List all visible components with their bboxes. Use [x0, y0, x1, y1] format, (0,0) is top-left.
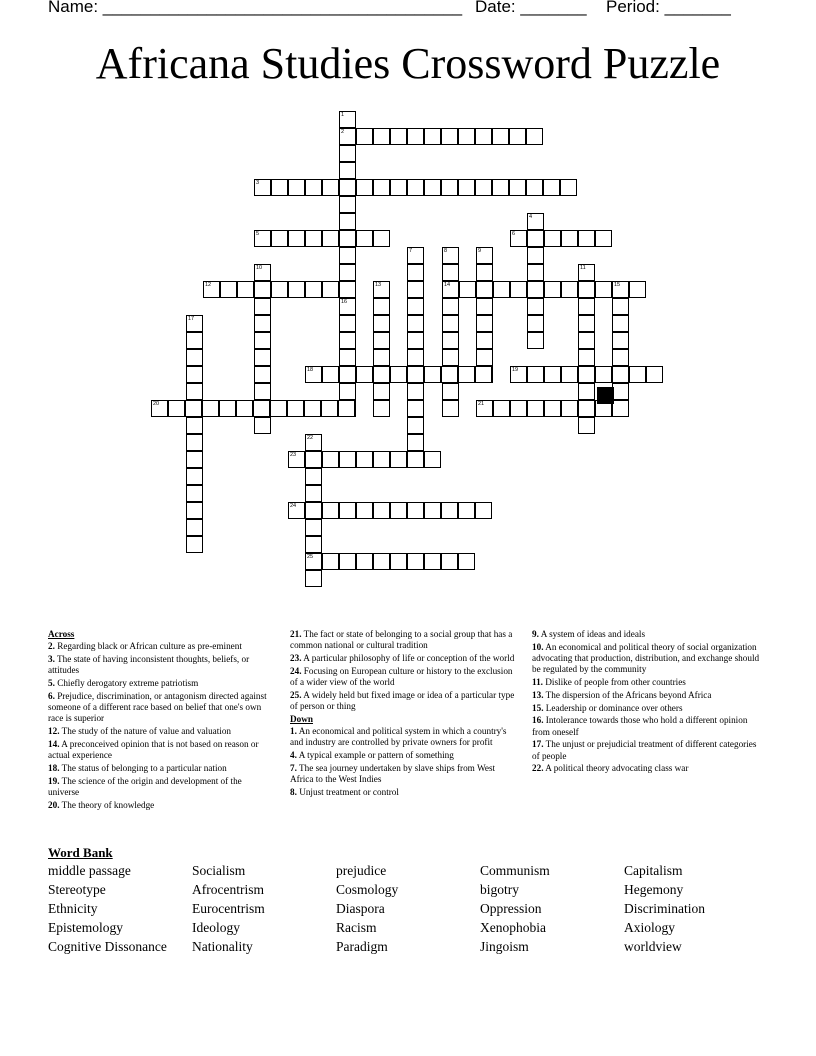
clue-number-3: 3	[256, 180, 260, 186]
grid-cell[interactable]	[339, 162, 356, 179]
grid-cell[interactable]	[458, 179, 475, 196]
grid-cell[interactable]	[458, 502, 475, 519]
grid-cell[interactable]	[186, 383, 203, 400]
word-bank-item: Axiology	[624, 920, 676, 935]
grid-cell[interactable]	[561, 366, 578, 383]
grid-cell[interactable]	[527, 230, 544, 247]
grid-cell[interactable]	[407, 264, 424, 281]
grid-cell[interactable]	[578, 417, 595, 434]
grid-cell[interactable]	[390, 366, 407, 383]
down-clue-7: 7. The sea journey undertaken by slave ships from West Africa to the West Indies	[290, 762, 496, 784]
word-bank-item: Discrimination	[624, 901, 705, 916]
across-clue-6: 6. Prejudice, discrimination, or antagonism directed against someone of a different race based on belief that one's own race is superior	[48, 690, 267, 724]
grid-cell[interactable]	[526, 128, 543, 145]
across-clue-12: 12. The study of the nature of value and valuation	[48, 726, 232, 736]
grid-cell[interactable]	[305, 502, 322, 519]
grid-cell[interactable]	[476, 264, 493, 281]
grid-cell[interactable]	[356, 553, 373, 570]
across-clue-20: 20. The theory of knowledge	[48, 799, 155, 810]
grid-cell[interactable]	[510, 400, 527, 417]
grid-cell[interactable]	[492, 179, 509, 196]
grid-cell[interactable]	[407, 349, 424, 366]
grid-cell[interactable]	[305, 536, 322, 553]
grid-cell[interactable]	[373, 349, 390, 366]
grid-cell[interactable]	[322, 179, 339, 196]
down-clue-15: 15. Leadership or dominance over others	[532, 702, 683, 713]
grid-cell[interactable]	[476, 298, 493, 315]
grid-cell[interactable]	[254, 349, 271, 366]
grid-cell[interactable]	[578, 349, 595, 366]
grid-cell[interactable]	[475, 366, 492, 383]
clue-number-8: 8	[444, 248, 448, 254]
clue-number-5: 5	[256, 231, 260, 237]
word-bank-item: Xenophobia	[480, 920, 546, 935]
grid-cell[interactable]	[612, 315, 629, 332]
grid-cell[interactable]	[338, 400, 355, 417]
down-clue-13: 13. The dispersion of the Africans beyond Africa	[532, 689, 712, 700]
grid-cell[interactable]	[407, 383, 424, 400]
grid-cell[interactable]	[373, 451, 390, 468]
grid-cell[interactable]	[186, 366, 203, 383]
grid-cell[interactable]	[458, 366, 475, 383]
word-bank-item: Epistemology	[48, 920, 123, 935]
grid-cell[interactable]	[544, 230, 561, 247]
down-clue-10: 10. An economical and political theory of social organization advocating that production, distribution, and exchange should be regulated by the community	[532, 641, 760, 675]
grid-cell[interactable]	[339, 179, 356, 196]
grid-cell[interactable]	[390, 179, 407, 196]
grid-cell[interactable]	[373, 179, 390, 196]
clue-number-18: 18	[307, 367, 314, 373]
across-clue-14: 14. A preconceived opinion that is not based on reason or actual experience	[48, 738, 259, 760]
word-bank-item: bigotry	[480, 882, 519, 897]
grid-cell[interactable]	[612, 400, 629, 417]
across-clue-19: 19. The science of the origin and development of the universe	[48, 775, 242, 797]
word-bank-item: Capitalism	[624, 863, 683, 878]
grid-cell[interactable]	[288, 281, 305, 298]
grid-cell[interactable]	[220, 281, 237, 298]
grid-cell[interactable]	[441, 128, 458, 145]
word-bank-item: Eurocentrism	[192, 901, 265, 916]
period-field[interactable]: Period: _______	[606, 0, 731, 16]
grid-cell[interactable]	[373, 553, 390, 570]
across-clue-3: 3. The state of having inconsistent thoughts, beliefs, or attitudes	[48, 654, 250, 676]
word-bank-item: Cognitive Dissonance	[48, 939, 167, 954]
grid-cell[interactable]	[527, 315, 544, 332]
grid-cell[interactable]	[186, 502, 203, 519]
grid-cell[interactable]	[373, 315, 390, 332]
grid-cell[interactable]	[612, 332, 629, 349]
grid-cell[interactable]	[509, 179, 526, 196]
grid-cell[interactable]	[288, 179, 305, 196]
grid-cell[interactable]	[578, 400, 595, 417]
grid-cell[interactable]	[373, 502, 390, 519]
grid-cell[interactable]	[305, 519, 322, 536]
grid-cell[interactable]	[253, 400, 270, 417]
date-field[interactable]: Date: _______	[475, 0, 587, 16]
grid-cell[interactable]	[373, 400, 390, 417]
down-clue-4: 4. A typical example or pattern of something	[290, 750, 454, 760]
word-bank-item: middle passage	[48, 863, 131, 878]
black-cell	[597, 387, 614, 404]
clue-number-14: 14	[444, 282, 451, 288]
clue-number-24: 24	[290, 503, 297, 509]
grid-cell[interactable]	[305, 451, 322, 468]
grid-cell[interactable]	[578, 383, 595, 400]
grid-cell[interactable]	[373, 383, 390, 400]
down-clue-11: 11. Dislike of people from other countries	[532, 677, 686, 687]
across-clue-23: 23. A particular philosophy of life or conception of the world	[290, 653, 515, 663]
grid-cell[interactable]	[185, 400, 202, 417]
word-bank-title: Word Bank	[48, 845, 113, 860]
grid-cell[interactable]	[612, 383, 629, 400]
grid-cell[interactable]	[475, 179, 492, 196]
clue-number-11: 11	[580, 265, 586, 271]
grid-cell[interactable]	[407, 553, 424, 570]
grid-cell[interactable]	[442, 349, 459, 366]
name-field[interactable]: Name: ______________________________________	[48, 0, 463, 16]
grid-cell[interactable]	[168, 400, 185, 417]
grid-cell[interactable]	[219, 400, 236, 417]
clue-number-1: 1	[341, 112, 345, 118]
grid-cell[interactable]	[476, 315, 493, 332]
grid-cell[interactable]	[356, 502, 373, 519]
across-clue-25: 25. A widely held but fixed image or idea of a particular type of person or thing	[290, 689, 515, 711]
clue-number-4: 4	[529, 214, 533, 220]
grid-cell[interactable]	[476, 281, 493, 298]
grid-cell[interactable]	[339, 366, 356, 383]
clues-column-3	[532, 629, 760, 776]
grid-cell[interactable]	[356, 128, 373, 145]
word-bank-item: Ethnicity	[48, 901, 98, 916]
grid-cell[interactable]	[527, 264, 544, 281]
grid-cell[interactable]	[305, 281, 322, 298]
grid-cell[interactable]	[186, 485, 203, 502]
grid-cell[interactable]	[527, 400, 544, 417]
word-bank-item: prejudice	[336, 863, 387, 878]
grid-cell[interactable]	[527, 366, 544, 383]
grid-cell[interactable]	[424, 502, 441, 519]
across-clue-5: 5. Chiefly derogatory extreme patriotism	[48, 678, 199, 688]
grid-cell[interactable]	[407, 281, 424, 298]
grid-cell[interactable]	[424, 128, 441, 145]
clue-number-10: 10	[256, 265, 263, 271]
grid-cell[interactable]	[305, 230, 322, 247]
grid-cell[interactable]	[339, 349, 356, 366]
grid-cell[interactable]	[527, 247, 544, 264]
grid-cell[interactable]	[475, 502, 492, 519]
grid-cell[interactable]	[475, 128, 492, 145]
grid-cell[interactable]	[442, 383, 459, 400]
page-title: Africana Studies Crossword Puzzle	[95, 39, 721, 88]
grid-cell[interactable]	[544, 281, 561, 298]
down-clue-22: 22. A political theory advocating class war	[532, 763, 689, 774]
clue-number-6: 6	[512, 231, 516, 237]
grid-cell[interactable]	[339, 553, 356, 570]
grid-cell[interactable]	[407, 502, 424, 519]
clue-number-20: 20	[153, 401, 160, 407]
grid-cell[interactable]	[322, 553, 339, 570]
clue-number-19: 19	[512, 367, 519, 373]
grid-cell[interactable]	[339, 332, 356, 349]
grid-cell[interactable]	[424, 179, 441, 196]
grid-cell[interactable]	[424, 451, 441, 468]
grid-cell[interactable]	[305, 485, 322, 502]
grid-cell[interactable]	[492, 128, 509, 145]
grid-cell[interactable]	[322, 366, 339, 383]
clue-number-12: 12	[205, 282, 212, 288]
down-clue-17: 17. The unjust or prejudicial treatment of different categories of people	[532, 739, 757, 761]
grid-cell[interactable]	[407, 434, 424, 451]
clue-number-2: 2	[341, 129, 345, 135]
grid-cell[interactable]	[390, 502, 407, 519]
grid-cell[interactable]	[271, 230, 288, 247]
grid-cell[interactable]	[612, 366, 629, 383]
grid-cell[interactable]	[526, 179, 543, 196]
across-heading: Across	[48, 629, 75, 639]
grid-cell[interactable]	[186, 434, 203, 451]
grid-cell[interactable]	[459, 281, 476, 298]
grid-cell[interactable]	[254, 383, 271, 400]
grid-cell[interactable]	[305, 570, 322, 587]
grid-cell[interactable]	[237, 281, 254, 298]
grid-cell[interactable]	[407, 451, 424, 468]
grid-cell[interactable]	[560, 179, 577, 196]
across-clue-21: 21. The fact or state of belonging to a social group that has a common national or cultural tradition	[290, 629, 513, 651]
grid-cell[interactable]	[458, 128, 475, 145]
grid-cell[interactable]	[236, 400, 253, 417]
grid-cell[interactable]	[322, 502, 339, 519]
grid-cell[interactable]	[441, 553, 458, 570]
grid-cell[interactable]	[202, 400, 219, 417]
word-bank-item: Socialism	[192, 863, 246, 878]
grid-cell[interactable]	[339, 383, 356, 400]
grid-cell[interactable]	[339, 451, 356, 468]
clue-number-7: 7	[409, 248, 413, 254]
grid-cell[interactable]	[254, 298, 271, 315]
word-bank-item: Nationality	[192, 939, 253, 954]
grid-cell[interactable]	[356, 451, 373, 468]
down-clue-1: 1. An economical and political system in which a country's and industry are controlled by private owners for profit	[290, 726, 507, 748]
grid-cell[interactable]	[288, 230, 305, 247]
grid-cell[interactable]	[407, 315, 424, 332]
grid-cell[interactable]	[424, 553, 441, 570]
grid-cell[interactable]	[612, 349, 629, 366]
grid-cell[interactable]	[527, 298, 544, 315]
word-bank	[48, 863, 788, 958]
grid-cell[interactable]	[441, 366, 458, 383]
grid-cell[interactable]	[442, 315, 459, 332]
grid-cell[interactable]	[595, 230, 612, 247]
word-bank-item: Hegemony	[624, 882, 684, 897]
grid-cell[interactable]	[578, 332, 595, 349]
grid-cell[interactable]	[561, 400, 578, 417]
grid-cell[interactable]	[339, 315, 356, 332]
grid-cell[interactable]	[373, 298, 390, 315]
grid-cell[interactable]	[442, 298, 459, 315]
grid-cell[interactable]	[339, 264, 356, 281]
word-bank-item: Communism	[480, 863, 550, 878]
grid-cell[interactable]	[356, 366, 373, 383]
grid-cell[interactable]	[578, 298, 595, 315]
grid-cell[interactable]	[561, 281, 578, 298]
grid-cell[interactable]	[441, 502, 458, 519]
clue-number-13: 13	[375, 282, 382, 288]
grid-cell[interactable]	[543, 179, 560, 196]
grid-cell[interactable]	[186, 468, 203, 485]
word-bank-item: Paradigm	[336, 939, 388, 954]
grid-cell[interactable]	[373, 366, 390, 383]
word-bank-item: Diaspora	[336, 901, 385, 916]
grid-cell[interactable]	[270, 400, 287, 417]
grid-cell[interactable]	[407, 417, 424, 434]
grid-cell[interactable]	[186, 451, 203, 468]
grid-cell[interactable]	[595, 366, 612, 383]
clue-number-22: 22	[307, 435, 314, 441]
grid-cell[interactable]	[407, 128, 424, 145]
grid-cell[interactable]	[509, 128, 526, 145]
clue-number-9: 9	[478, 248, 482, 254]
grid-cell[interactable]	[527, 281, 544, 298]
grid-cell[interactable]	[407, 179, 424, 196]
grid-cell[interactable]	[339, 196, 356, 213]
grid-cell[interactable]	[544, 366, 561, 383]
word-bank-item: Afrocentrism	[192, 882, 264, 897]
grid-cell[interactable]	[493, 281, 510, 298]
down-heading: Down	[290, 713, 313, 724]
grid-cell[interactable]	[578, 230, 595, 247]
down-clue-8: 8. Unjust treatment or control	[290, 786, 399, 797]
grid-cell[interactable]	[578, 366, 595, 383]
grid-cell[interactable]	[186, 417, 203, 434]
clue-number-21: 21	[478, 401, 485, 407]
grid-cell[interactable]	[578, 315, 595, 332]
grid-cell[interactable]	[629, 366, 646, 383]
grid-cell[interactable]	[442, 264, 459, 281]
clue-number-17: 17	[188, 316, 195, 322]
grid-cell[interactable]	[373, 332, 390, 349]
grid-cell[interactable]	[390, 128, 407, 145]
grid-cell[interactable]	[339, 213, 356, 230]
grid-cell[interactable]	[629, 281, 646, 298]
grid-cell[interactable]	[287, 400, 304, 417]
word-bank-item: worldview	[624, 939, 682, 954]
grid-cell[interactable]	[407, 298, 424, 315]
across-clue-24: 24. Focusing on European culture or history to the exclusion of a wider view of the world	[290, 665, 513, 687]
grid-cell[interactable]	[254, 366, 271, 383]
down-clue-9: 9. A system of ideas and ideals	[532, 629, 646, 639]
word-bank-item: Jingoism	[480, 939, 529, 954]
grid-cell[interactable]	[544, 400, 561, 417]
grid-cell[interactable]	[646, 366, 663, 383]
grid-cell[interactable]	[254, 315, 271, 332]
grid-cell[interactable]	[424, 366, 441, 383]
grid-cell[interactable]	[186, 332, 203, 349]
grid-cell[interactable]	[339, 145, 356, 162]
grid-cell[interactable]	[254, 417, 271, 434]
grid-cell[interactable]	[321, 400, 338, 417]
grid-cell[interactable]	[458, 553, 475, 570]
clues-column-1	[48, 629, 273, 812]
grid-cell[interactable]	[612, 298, 629, 315]
clues-column-2	[290, 629, 518, 800]
down-clue-16: 16. Intolerance towards those who hold a different opinion from oneself	[532, 715, 748, 737]
grid-cell[interactable]	[441, 179, 458, 196]
grid-cell[interactable]	[322, 230, 339, 247]
word-bank-item: Racism	[336, 920, 377, 935]
grid-cell[interactable]	[442, 332, 459, 349]
grid-cell[interactable]	[356, 230, 373, 247]
grid-cell[interactable]	[186, 536, 203, 553]
grid-cell[interactable]	[407, 366, 424, 383]
grid-cell[interactable]	[476, 332, 493, 349]
grid-cell[interactable]	[339, 281, 356, 298]
grid-cell[interactable]	[339, 502, 356, 519]
grid-cell[interactable]	[186, 349, 203, 366]
grid-cell[interactable]	[322, 281, 339, 298]
grid-cell[interactable]	[322, 451, 339, 468]
grid-cell[interactable]	[595, 281, 612, 298]
grid-cell[interactable]	[407, 400, 424, 417]
grid-cell[interactable]	[373, 128, 390, 145]
clue-number-25: 25	[307, 554, 314, 560]
grid-cell[interactable]	[339, 247, 356, 264]
grid-cell[interactable]	[578, 281, 595, 298]
grid-cell[interactable]	[305, 468, 322, 485]
grid-cell[interactable]	[186, 519, 203, 536]
grid-cell[interactable]	[390, 553, 407, 570]
grid-cell[interactable]	[254, 281, 271, 298]
grid-cell[interactable]	[390, 451, 407, 468]
grid-cell[interactable]	[305, 179, 322, 196]
grid-cell[interactable]	[561, 230, 578, 247]
word-bank-item: Stereotype	[48, 882, 106, 897]
grid-cell[interactable]	[510, 281, 527, 298]
clue-number-16: 16	[341, 299, 348, 305]
grid-cell[interactable]	[271, 281, 288, 298]
grid-cell[interactable]	[407, 332, 424, 349]
clue-number-15: 15	[614, 282, 621, 288]
grid-cell[interactable]	[476, 349, 493, 366]
grid-cell[interactable]	[442, 400, 459, 417]
grid-cell[interactable]	[527, 332, 544, 349]
grid-cell[interactable]	[304, 400, 321, 417]
grid-cell[interactable]	[254, 332, 271, 349]
grid-cell[interactable]	[356, 179, 373, 196]
word-bank-item: Ideology	[192, 920, 240, 935]
word-bank-item: Cosmology	[336, 882, 399, 897]
grid-cell[interactable]	[493, 400, 510, 417]
clue-number-23: 23	[290, 452, 297, 458]
across-clue-18: 18. The status of belonging to a particular nation	[48, 762, 227, 773]
grid-cell[interactable]	[339, 230, 356, 247]
grid-cell[interactable]	[271, 179, 288, 196]
word-bank-item: Oppression	[480, 901, 542, 916]
across-clue-2: 2. Regarding black or African culture as pre-eminent	[48, 641, 242, 652]
grid-cell[interactable]	[373, 230, 390, 247]
